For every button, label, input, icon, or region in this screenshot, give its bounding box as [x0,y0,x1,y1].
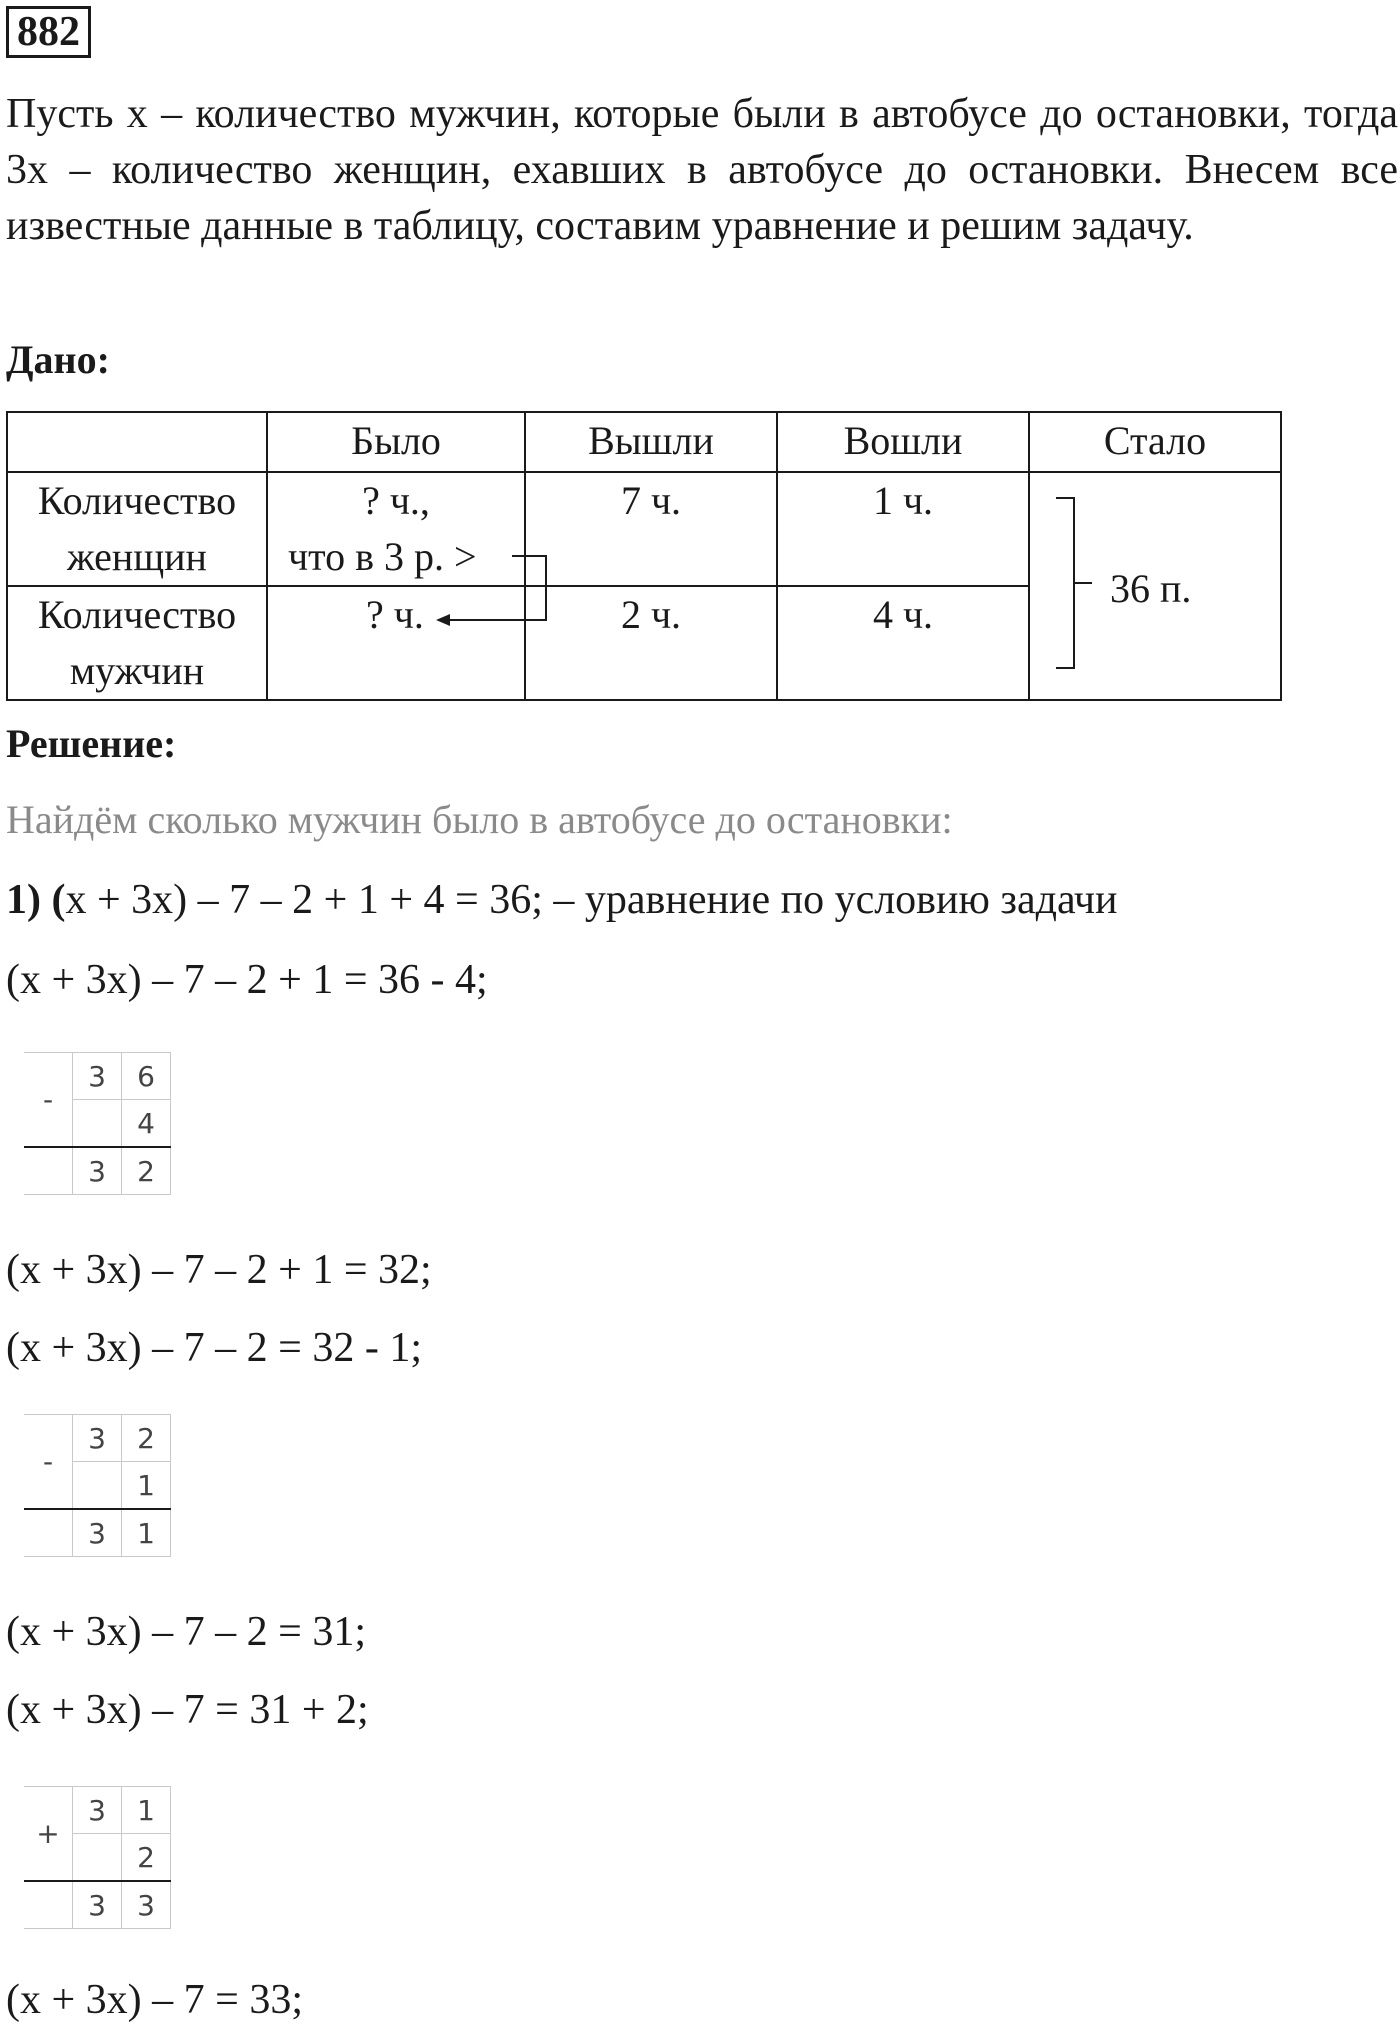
step-number: 1) [6,877,41,923]
table-cell [267,472,525,586]
equation-step-1: 1) (х + 3х) – 7 – 2 + 1 + 4 = 36; – уравнение по условию задачи [6,877,1118,923]
table-cell: 4 ч. [777,586,1029,700]
column-operation [24,1414,171,1557]
empty-cell [24,1881,73,1929]
digit: 1 [122,1509,171,1557]
equation-line: (х + 3х) – 7 = 31 + 2; [6,1687,369,1733]
given-heading: Дано: [6,337,110,382]
table-header-cell: Было [267,412,525,472]
table-header-cell [7,412,267,472]
equation-line: (х + 3х) – 7 – 2 = 31; [6,1609,367,1655]
digit: 1 [122,1787,171,1834]
cell-value: ? ч. [366,592,424,637]
digit: 2 [122,1834,171,1882]
problem-number: 882 [6,6,91,58]
digit: 3 [73,1415,122,1462]
digit [73,1834,122,1882]
row-label: Количество женщин [7,472,267,586]
digit: 4 [122,1100,171,1148]
digit: 3 [73,1881,122,1929]
empty-cell [24,1509,73,1557]
digit: 3 [73,1053,122,1100]
intro-text: Пусть х – количество мужчин, которые были в автобусе до остановки, тогда 3х – количество женщин, ехавших в автобусе до остановки. Внесем все известные данные в таблицу, составим уравнение и решим задачу. [6,91,1398,249]
digit: 6 [122,1053,171,1100]
digit [73,1100,122,1148]
table-row [7,472,1281,586]
given-table [6,411,1282,701]
digit: 3 [73,1509,122,1557]
digit: 3 [73,1787,122,1834]
equation-line: (х + 3х) – 7 = 33; [6,1977,304,2023]
total-value: 36 п. [1110,566,1192,611]
operation-sign: - [24,1053,73,1148]
digit [73,1462,122,1510]
digit: 3 [122,1881,171,1929]
table-cell [267,586,525,700]
operation-sign: + [24,1787,73,1882]
solution-note: Найдём сколько мужчин было в автобусе до остановки: [6,797,953,842]
solution-heading: Решение: [6,721,177,766]
equation-line: (х + 3х) – 7 – 2 + 1 = 36 - 4; [6,957,488,1003]
table-cell: 1 ч. [777,472,1029,586]
digit: 2 [122,1147,171,1195]
table-header-cell: Вошли [777,412,1029,472]
table-header-cell: Вышли [525,412,777,472]
table-cell: 7 ч. [525,472,777,586]
digit: 3 [73,1147,122,1195]
cell-value: ? ч., [362,478,430,523]
equation-text: х + 3х) – 7 – 2 + 1 + 4 = 36; – уравнение по условию задачи [65,877,1118,923]
column-operation [24,1786,171,1929]
column-operation [24,1052,171,1195]
table-header-cell: Стало [1029,412,1281,472]
equation-line: (х + 3х) – 7 – 2 + 1 = 32; [6,1247,432,1293]
table-header-row [7,412,1281,472]
cell-note: что в 3 р. > [288,534,477,579]
operation-sign: - [24,1415,73,1510]
digit: 1 [122,1462,171,1510]
total-cell [1029,472,1281,700]
table-cell: 2 ч. [525,586,777,700]
digit: 2 [122,1415,171,1462]
row-label: Количество мужчин [7,586,267,700]
empty-cell [24,1147,73,1195]
equation-line: (х + 3х) – 7 – 2 = 32 - 1; [6,1325,423,1371]
